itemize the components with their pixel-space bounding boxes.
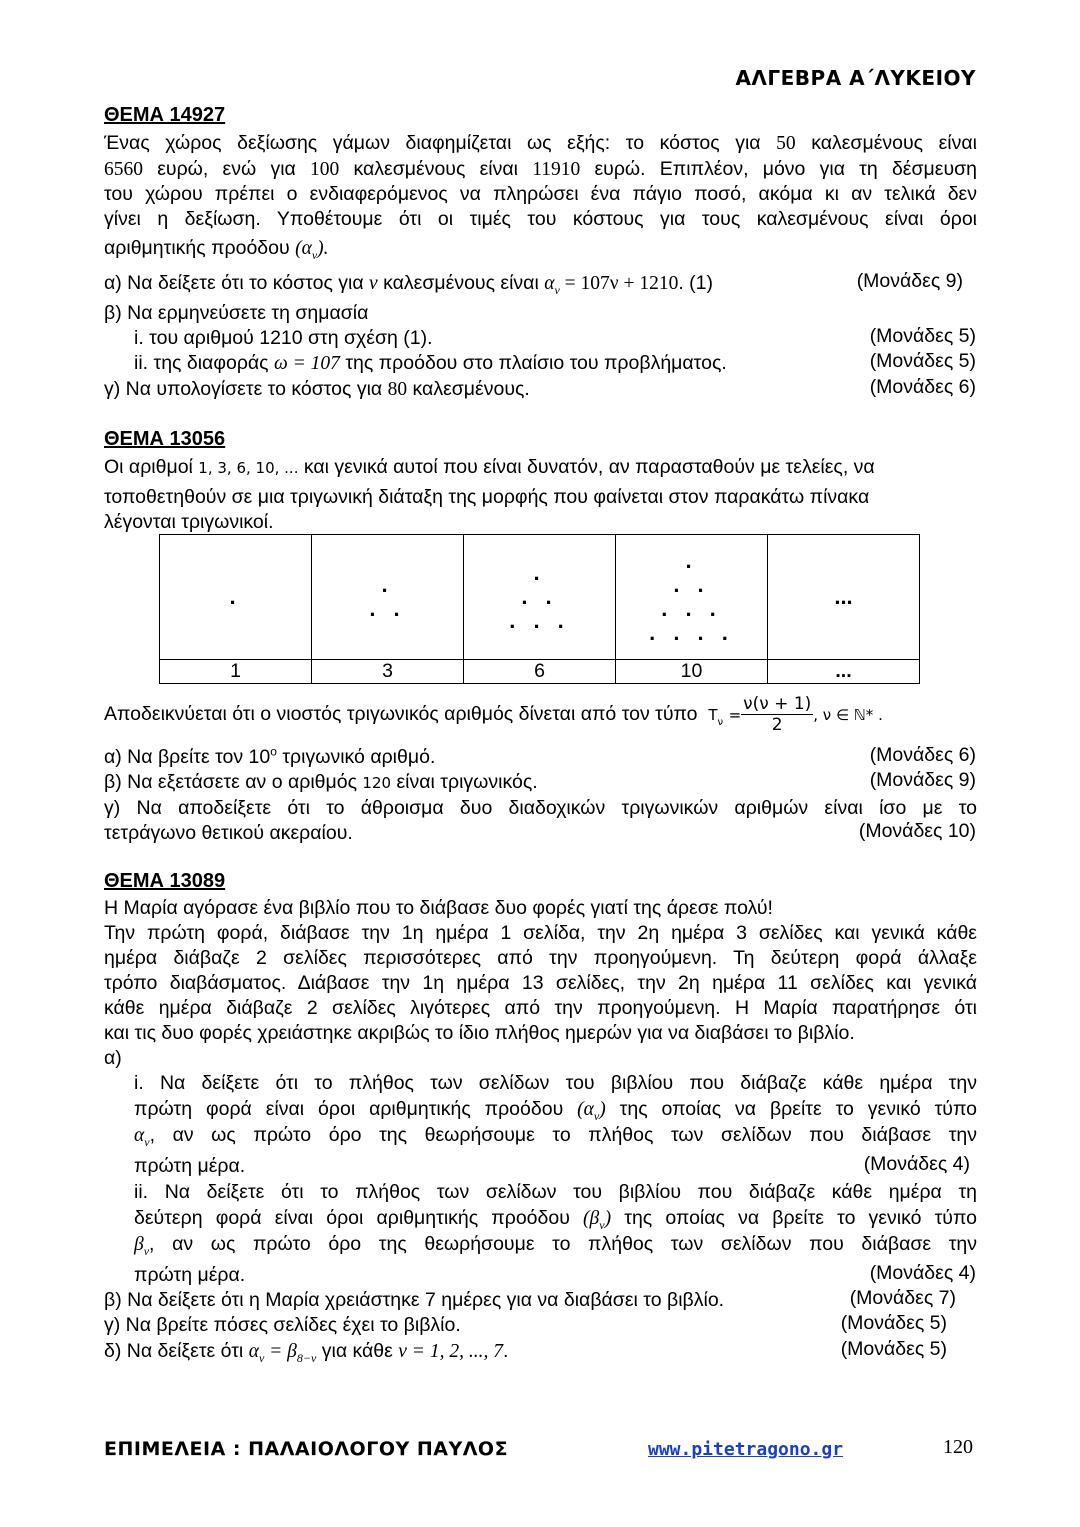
theme-1-question-b-ii-marks: (Μονάδες 5) — [869, 350, 976, 372]
theme-1-paragraph-line-3: του χώρου πρέπει ο ενδιαφερόμενος να πληρώσει ένα πάγιο ποσό, ακόμα κι αν τελικά δεν — [104, 183, 977, 205]
theme-3-question-a-i-line-1: i. Να δείξετε ότι το πλήθος των σελίδων του βιβλίου που διάβαζε κάθε ημέρα την — [134, 1072, 977, 1094]
triangle-cell-10 — [616, 535, 768, 660]
theme-3-question-c-marks: (Μονάδες 5) — [840, 1312, 947, 1334]
triangle-cell-6 — [464, 535, 616, 660]
dot-row: . . . — [509, 608, 570, 633]
dot-row: . — [229, 584, 242, 609]
theme-1-question-c-marks: (Μονάδες 6) — [869, 376, 976, 398]
theme-1-paragraph-line-5: αριθμητικής προόδου $(\alpha_\nu)$. — [104, 237, 329, 262]
theme-3-question-c: γ) Να βρείτε πόσες σελίδες έχει το βιβλίο. — [104, 1314, 461, 1336]
theme-2-question-a-marks: (Μονάδες 6) — [869, 744, 976, 766]
page-number: 120 — [943, 1436, 973, 1458]
theme-3-paragraph-line-6: και τις δυο φορές χρειάστηκε ακριβώς το ίδιο πλήθος ημερών για να διαβάσει το βιβλίο. — [104, 1022, 855, 1044]
footer-author: ΕΠΙΜΕΛΕΙΑ : ΠΑΛΑΙΟΛΟΓΟΥ ΠΑΥΛΟΣ — [104, 1438, 509, 1460]
triangle-cell-3 — [312, 535, 464, 660]
theme-2-question-b-marks: (Μονάδες 9) — [869, 769, 976, 791]
theme-1-paragraph-line-4: γίνει η δεξίωση. Υποθέτουμε ότι οι τιμές του κόστους για τους καλεσμένους είναι όροι — [104, 208, 977, 230]
table-number-1: 1 — [160, 660, 312, 684]
theme-3-paragraph-line-3: ημέρα διάβαζε 2 σελίδες περισσότερες από την προηγούμενη. Τη δεύτερη φορά άλλαξε — [104, 947, 977, 969]
dot-row: . . . — [661, 596, 722, 621]
theme-2-question-c-line-1: γ) Να αποδείξετε ότι το άθροισμα δυο διαδοχικών τριγωνικών αριθμών είναι ίσο με το — [104, 797, 977, 819]
theme-2-paragraph-line-2: τοποθετηθούν σε μια τριγωνική διάταξη της μορφής που φαίνεται στον παρακάτω πίνακα — [104, 486, 870, 508]
theme-3-paragraph-line-2: Την πρώτη φορά, διάβασε την 1η ημέρα 1 σελίδα, την 2η ημέρα 3 σελίδες και γενικά κάθε — [104, 922, 977, 944]
dot-row: . . . . — [649, 620, 734, 645]
theme-1-question-a-marks: (Μονάδες 9) — [856, 270, 963, 292]
theme-1-question-b: β) Να ερμηνεύσετε τη σημασία — [104, 302, 369, 324]
theme-2-question-a: α) Να βρείτε τον $10^o$ τριγωνικό αριθμό. — [104, 744, 436, 768]
theme-3-question-a-ii-line-3: $\beta_\nu$, αν ως πρώτο όρο της θεωρήσουμε το πλήθος των σελίδων που διάβασε την — [134, 1233, 977, 1258]
footer-website-link[interactable]: www.pitetragono.gr — [648, 1439, 844, 1460]
theme-3-paragraph-line-4: τρόπο διαβάσματος. Διάβασε την 1η ημέρα 13 σελίδες, την 2η ημέρα 11 σελίδες και γενικά — [104, 972, 977, 994]
dot-row: . . — [673, 572, 710, 597]
dot-row: . . — [369, 596, 406, 621]
theme-3-question-a-ii-marks: (Μονάδες 4) — [869, 1262, 976, 1284]
theme-2-question-b: β) Να εξετάσετε αν ο αριθμός 120 είναι τριγωνικός. — [104, 771, 538, 793]
theme-3-question-a: α) — [104, 1047, 122, 1069]
theme-1-question-b-i-marks: (Μονάδες 5) — [869, 325, 976, 347]
table-number-3: 6 — [464, 660, 616, 684]
theme-3-question-a-i-line-4: πρώτη μέρα. — [134, 1155, 246, 1177]
theme-3-question-d-marks: (Μονάδες 5) — [840, 1338, 947, 1360]
theme-3-title: ΘΕΜΑ 13089 — [104, 870, 226, 892]
theme-2-paragraph-line-3: λέγονται τριγωνικοί. — [104, 511, 274, 533]
theme-2-formula-line: Αποδεικνύεται ότι ο νιοστός τριγωνικός αριθμός δίνεται από τον τύπο $T_\nu$ = $\frac{\nu(\nu + 1)}{2}$ , ν ∈ ℕ* . — [104, 694, 883, 736]
table-number-2: 3 — [312, 660, 464, 684]
theme-1-title: ΘΕΜΑ 14927 — [104, 104, 226, 126]
theme-3-question-a-i-line-3: $\alpha_\nu$, αν ως πρώτο όρο της θεωρήσουμε το πλήθος των σελίδων που διάβασε την — [134, 1124, 977, 1149]
theme-3-question-a-i-line-2: πρώτη φορά είναι όροι αριθμητικής προόδου $(\alpha_\nu)$ της οποίας να βρείτε το γενικό τύπο — [134, 1098, 977, 1123]
dot-row: . — [381, 572, 394, 597]
header-title: ΑΛΓΕΒΡΑ Α΄ΛΥΚΕΙΟΥ — [735, 66, 976, 90]
theme-2-paragraph-line-1: Οι αριθμοί 1, 3, 6, 10, ... και γενικά αυτοί που είναι δυνατόν, αν παρασταθούν με τελείες, να — [104, 456, 875, 478]
dot-row: . — [685, 548, 698, 573]
theme-2-question-c-line-2: τετράγωνο θετικού ακεραίου. — [104, 822, 353, 844]
theme-3-paragraph-line-5: κάθε ημέρα διάβαζε 2 σελίδες λιγότερες από την προηγούμενη. Η Μαρία παρατήρησε ότι — [104, 997, 977, 1019]
theme-3-question-a-ii-line-1: ii. Να δείξετε ότι το πλήθος των σελίδων του βιβλίου που διάβαζε κάθε ημέρα τη — [134, 1181, 977, 1203]
theme-3-question-a-ii-line-4: πρώτη μέρα. — [134, 1264, 246, 1286]
theme-1-question-c: γ) Να υπολογίσετε το κόστος για 80 καλεσμένους. — [104, 378, 530, 400]
theme-3-question-d: δ) Να δείξετε ότι $\alpha_\nu = \beta_{8-\nu}$ για κάθε ν = 1, 2, ..., 7. — [104, 1340, 509, 1365]
theme-3-question-a-ii-line-2: δεύτερη φορά είναι όροι αριθμητικής προόδου $(\beta_\nu)$ της οποίας να βρείτε το γενικό τύπο — [134, 1207, 977, 1232]
triangular-numbers-table — [159, 534, 920, 684]
theme-3-question-b: β) Να δείξετε ότι η Μαρία χρειάστηκε 7 ημέρες για να διαβάσει το βιβλίο. — [104, 1289, 725, 1311]
table-number-4: 10 — [616, 660, 768, 684]
triangle-cell-ellipsis: ... — [768, 535, 920, 660]
theme-2-title: ΘΕΜΑ 13056 — [104, 428, 226, 450]
theme-3-question-b-marks: (Μονάδες 7) — [849, 1287, 956, 1309]
theme-1-question-a: α) Να δείξετε ότι το κόστος για ν καλεσμένους είναι $\alpha_\nu = 107\nu + 1210$. (1) — [104, 272, 714, 297]
triangle-cell-1 — [160, 535, 312, 660]
theme-2-question-c-marks: (Μονάδες 10) — [858, 820, 976, 842]
theme-1-paragraph-line-2: 6560 ευρώ, ενώ για 100 καλεσμένους είναι 11910 ευρώ. Επιπλέον, μόνο για τη δέσμευση — [104, 158, 978, 180]
theme-1-question-b-ii: ii. της διαφοράς ω = 107 της προόδου στο πλαίσιο του προβλήματος. — [134, 352, 727, 374]
theme-1-question-b-i: i. του αριθμού 1210 στη σχέση (1). — [134, 327, 433, 349]
theme-1-paragraph-line-1: Ένας χώρος δεξίωσης γάμων διαφημίζεται ως εξής: το κόστος για 50 καλεσμένους είναι — [104, 132, 977, 154]
theme-3-question-a-i-marks: (Μονάδες 4) — [863, 1153, 970, 1175]
dot-row: . — [533, 560, 546, 585]
triangular-formula-fraction: $\frac{\nu(\nu + 1)}{2}$ — [743, 694, 812, 736]
dot-row: . . — [521, 584, 558, 609]
table-number-5: ... — [768, 660, 920, 684]
theme-3-paragraph-line-1: Η Μαρία αγόρασε ένα βιβλίο που το διάβασε δυο φορές γιατί της άρεσε πολύ! — [104, 897, 773, 919]
